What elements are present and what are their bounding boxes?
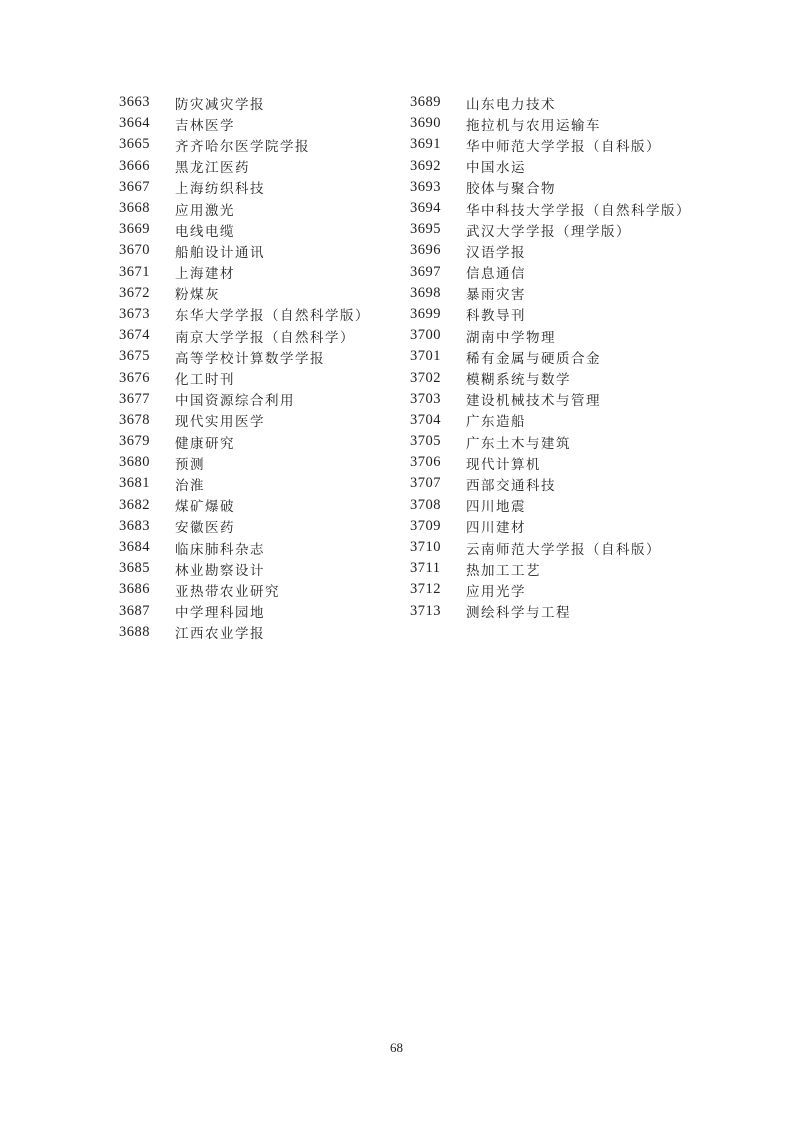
journal-title: 健康研究	[175, 435, 235, 451]
list-item	[119, 516, 409, 537]
journal-title: 建设机械技术与管理	[466, 393, 601, 409]
entry-number: 3663	[119, 94, 150, 111]
entry-number: 3707	[410, 475, 441, 492]
journal-title: 云南师范大学学报（自科版）	[466, 541, 661, 557]
entry-number: 3673	[119, 305, 150, 322]
list-item	[410, 134, 740, 155]
journal-title: 中学理科园地	[175, 605, 265, 621]
journal-title: 广东土木与建筑	[466, 435, 571, 451]
list-item	[119, 92, 409, 113]
journal-title: 西部交通科技	[466, 477, 556, 493]
entry-number: 3691	[410, 136, 441, 153]
journal-title: 黑龙江医药	[175, 160, 250, 176]
journal-title: 现代计算机	[466, 456, 541, 472]
journal-title: 林业勘察设计	[175, 562, 265, 578]
list-item	[119, 177, 409, 198]
entry-number: 3702	[410, 369, 441, 386]
entry-number: 3699	[410, 305, 441, 322]
journal-title: 安徽医药	[175, 520, 235, 536]
entry-number: 3696	[410, 242, 441, 259]
list-item	[410, 516, 740, 537]
list-item	[119, 579, 409, 600]
journal-title: 防灾减灾学报	[175, 96, 265, 112]
entry-number: 3667	[119, 178, 150, 195]
journal-title: 临床肺科杂志	[175, 541, 265, 557]
journal-title: 化工时刊	[175, 372, 235, 388]
entry-number: 3711	[410, 560, 441, 577]
entry-number: 3689	[410, 94, 441, 111]
journal-title: 电线电缆	[175, 223, 235, 239]
entry-number: 3674	[119, 327, 150, 344]
journal-title: 广东造船	[466, 414, 526, 430]
list-item	[410, 92, 740, 113]
list-item	[119, 410, 409, 431]
list-item	[119, 367, 409, 388]
journal-list-right-column	[410, 92, 740, 622]
list-item	[410, 262, 740, 283]
journal-title: 齐齐哈尔医学院学报	[175, 138, 310, 154]
list-item	[119, 473, 409, 494]
entry-number: 3698	[410, 284, 441, 301]
list-item	[119, 304, 409, 325]
list-item	[410, 579, 740, 600]
entry-number: 3680	[119, 454, 150, 471]
list-item	[410, 177, 740, 198]
entry-number: 3705	[410, 433, 441, 450]
list-item	[410, 325, 740, 346]
journal-title: 科教导刊	[466, 308, 526, 324]
entry-number: 3668	[119, 200, 150, 217]
journal-title: 东华大学学报（自然科学版）	[175, 308, 370, 324]
entry-number: 3692	[410, 157, 441, 174]
journal-title: 船舶设计通讯	[175, 244, 265, 260]
list-item	[119, 113, 409, 134]
journal-title: 湖南中学物理	[466, 329, 556, 345]
journal-title: 中国水运	[466, 160, 526, 176]
entry-number: 3700	[410, 327, 441, 344]
journal-title: 四川建材	[466, 520, 526, 536]
entry-number: 3694	[410, 200, 441, 217]
journal-title: 暴雨灾害	[466, 287, 526, 303]
list-item	[119, 219, 409, 240]
entry-number: 3693	[410, 178, 441, 195]
list-item	[119, 283, 409, 304]
list-item	[410, 240, 740, 261]
entry-number: 3671	[119, 263, 150, 280]
entry-number: 3708	[410, 496, 441, 513]
entry-number: 3664	[119, 115, 150, 132]
list-item	[119, 262, 409, 283]
list-item	[410, 283, 740, 304]
entry-number: 3713	[410, 602, 441, 619]
entry-number: 3697	[410, 263, 441, 280]
list-item	[410, 495, 740, 516]
list-item	[119, 537, 409, 558]
journal-title: 南京大学学报（自然科学）	[175, 329, 355, 345]
journal-title: 华中师范大学学报（自科版）	[466, 138, 661, 154]
list-item	[410, 431, 740, 452]
journal-title: 亚热带农业研究	[175, 583, 280, 599]
journal-title: 粉煤灰	[175, 287, 220, 303]
journal-title: 模糊系统与数学	[466, 372, 571, 388]
list-item	[410, 601, 740, 622]
page-number: 68	[390, 1040, 403, 1055]
journal-title: 江西农业学报	[175, 626, 265, 642]
journal-title: 现代实用医学	[175, 414, 265, 430]
journal-title: 上海纺织科技	[175, 181, 265, 197]
journal-title: 测绘科学与工程	[466, 605, 571, 621]
entry-number: 3685	[119, 560, 150, 577]
list-item	[410, 389, 740, 410]
journal-title: 中国资源综合利用	[175, 393, 295, 409]
list-item	[410, 304, 740, 325]
journal-title: 汉语学报	[466, 244, 526, 260]
journal-title: 预测	[175, 456, 205, 472]
journal-title: 上海建材	[175, 266, 235, 282]
journal-title: 高等学校计算数学学报	[175, 350, 325, 366]
list-item	[410, 367, 740, 388]
list-item	[119, 622, 409, 643]
list-item	[410, 452, 740, 473]
entry-number: 3712	[410, 581, 441, 598]
entry-number: 3686	[119, 581, 150, 598]
entry-number: 3688	[119, 623, 150, 640]
list-item	[119, 240, 409, 261]
entry-number: 3701	[410, 348, 441, 365]
entry-number: 3695	[410, 221, 441, 238]
entry-number: 3682	[119, 496, 150, 513]
entry-number: 3703	[410, 390, 441, 407]
list-item	[410, 346, 740, 367]
entry-number: 3683	[119, 517, 150, 534]
list-item	[410, 156, 740, 177]
journal-list-left-column	[119, 92, 409, 643]
journal-title: 治淮	[175, 477, 205, 493]
entry-number: 3706	[410, 454, 441, 471]
entry-number: 3678	[119, 411, 150, 428]
journal-title: 华中科技大学学报（自然科学版）	[466, 202, 691, 218]
journal-title: 吉林医学	[175, 117, 235, 133]
entry-number: 3669	[119, 221, 150, 238]
journal-title: 热加工工艺	[466, 562, 541, 578]
list-item	[119, 431, 409, 452]
journal-title: 四川地震	[466, 499, 526, 515]
journal-title: 稀有金属与硬质合金	[466, 350, 601, 366]
journal-title: 胶体与聚合物	[466, 181, 556, 197]
entry-number: 3704	[410, 411, 441, 428]
list-item	[119, 452, 409, 473]
journal-title: 煤矿爆破	[175, 499, 235, 515]
list-item	[410, 410, 740, 431]
entry-number: 3676	[119, 369, 150, 386]
entry-number: 3665	[119, 136, 150, 153]
list-item	[410, 219, 740, 240]
list-item	[410, 558, 740, 579]
entry-number: 3679	[119, 433, 150, 450]
list-item	[119, 156, 409, 177]
journal-title: 拖拉机与农用运输车	[466, 117, 601, 133]
entry-number: 3710	[410, 539, 441, 556]
entry-number: 3690	[410, 115, 441, 132]
entry-number: 3666	[119, 157, 150, 174]
list-item	[119, 325, 409, 346]
list-item	[119, 389, 409, 410]
entry-number: 3687	[119, 602, 150, 619]
journal-title: 信息通信	[466, 266, 526, 282]
list-item	[410, 198, 740, 219]
entry-number: 3670	[119, 242, 150, 259]
entry-number: 3675	[119, 348, 150, 365]
list-item	[119, 346, 409, 367]
list-item	[119, 495, 409, 516]
list-item	[410, 473, 740, 494]
list-item	[410, 537, 740, 558]
entry-number: 3672	[119, 284, 150, 301]
journal-title: 应用激光	[175, 202, 235, 218]
journal-title: 应用光学	[466, 583, 526, 599]
list-item	[119, 198, 409, 219]
journal-title: 武汉大学学报（理学版）	[466, 223, 631, 239]
entry-number: 3681	[119, 475, 150, 492]
entry-number: 3709	[410, 517, 441, 534]
list-item	[119, 558, 409, 579]
entry-number: 3684	[119, 539, 150, 556]
list-item	[119, 601, 409, 622]
journal-title: 山东电力技术	[466, 96, 556, 112]
entry-number: 3677	[119, 390, 150, 407]
list-item	[410, 113, 740, 134]
list-item	[119, 134, 409, 155]
